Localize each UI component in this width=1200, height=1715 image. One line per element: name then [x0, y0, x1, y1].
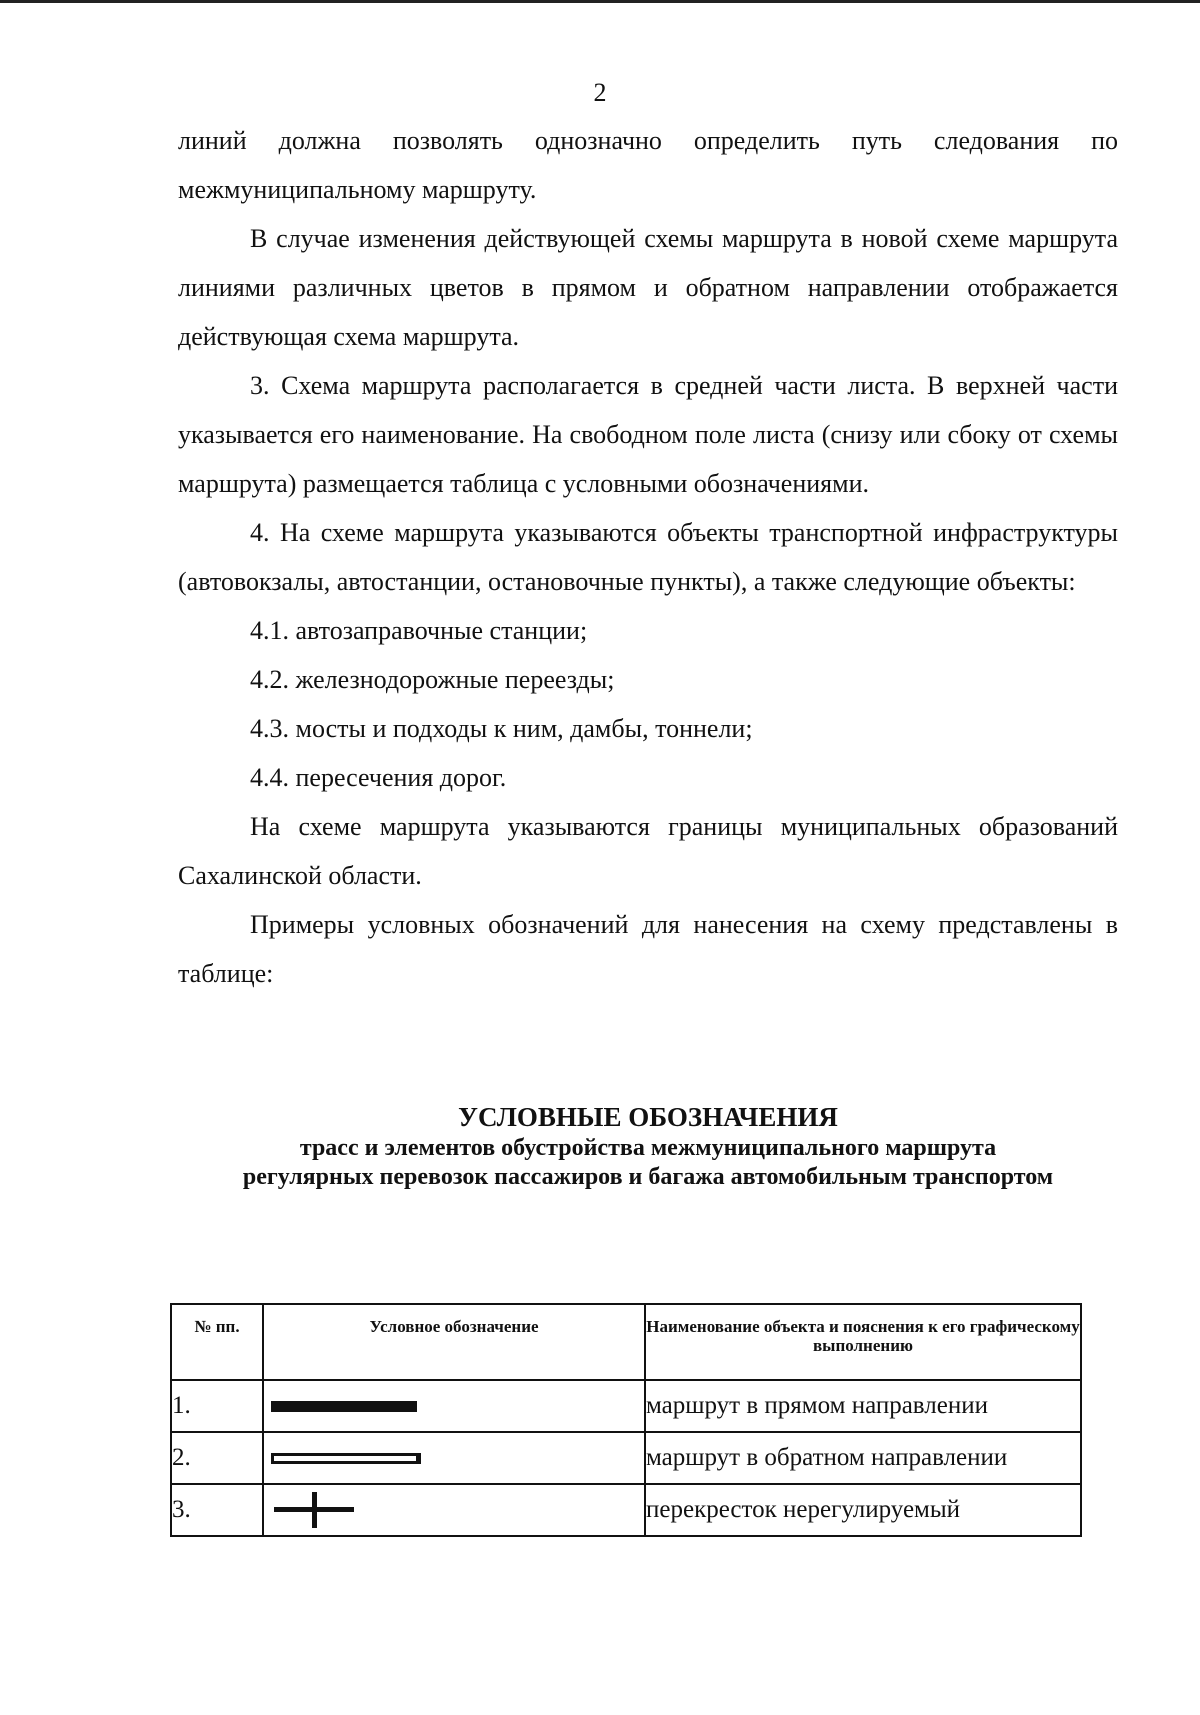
row-description: маршрут в прямом направлении	[645, 1380, 1081, 1432]
legend-table	[170, 1303, 1082, 1537]
legend-title: УСЛОВНЫЕ ОБОЗНАЧЕНИЯ	[458, 1102, 838, 1132]
row-description: маршрут в обратном направлении	[645, 1432, 1081, 1484]
body-text	[178, 116, 1118, 998]
paragraph-item-3: 3. Схема маршрута располагается в средней части листа. В верхней части указывается его наименование. На свободном поле листа (снизу или сбоку от схемы маршрута) размещается таблица с условными обозначениями.	[178, 371, 1118, 498]
top-rule	[0, 0, 1200, 3]
symbol-cell	[263, 1484, 645, 1536]
row-number: 3.	[171, 1484, 263, 1536]
table-row	[171, 1380, 1081, 1432]
paragraph-boundaries: На схеме маршрута указываются границы муниципальных образований Сахалинской области.	[178, 812, 1118, 890]
table-row	[171, 1484, 1081, 1536]
paragraph-scheme-change: В случае изменения действующей схемы маршрута в новой схеме маршрута линиями различных цветов в прямом и обратном направлении отображается действующая схема маршрута.	[178, 224, 1118, 351]
symbol-cell	[263, 1432, 645, 1484]
column-header-symbol: Условное обозначение	[263, 1304, 645, 1380]
column-header-number: № пп.	[171, 1304, 263, 1380]
legend-subtitle: трасс и элементов обустройства межмуниципального маршрута регулярных перевозок пассажиров и багажа автомобильным транспортом	[242, 1135, 1054, 1190]
list-item-4-1: 4.1. автозаправочные станции;	[250, 616, 588, 645]
row-number: 2.	[171, 1432, 263, 1484]
solid-line-icon	[271, 1401, 417, 1412]
row-description: перекресток нерегулируемый	[645, 1484, 1081, 1536]
double-line-icon	[271, 1453, 421, 1464]
row-number: 1.	[171, 1380, 263, 1432]
table-row	[171, 1432, 1081, 1484]
legend-header-row	[171, 1304, 1081, 1380]
legend-heading	[178, 1100, 1118, 1192]
list-item-4-4: 4.4. пересечения дорог.	[250, 763, 507, 792]
paragraph-continuation: линий должна позволять однозначно определить путь следования по межмуниципальному маршруту.	[178, 126, 1118, 204]
symbol-cell	[263, 1380, 645, 1432]
paragraph-item-4: 4. На схеме маршрута указываются объекты транспортной инфраструктуры (автовокзалы, автостанции, остановочные пункты), а также следующие объекты:	[178, 518, 1118, 596]
page-number: 2	[593, 78, 607, 107]
paragraph-examples: Примеры условных обозначений для нанесения на схему представлены в таблице:	[178, 910, 1118, 988]
list-item-4-2: 4.2. железнодорожные переезды;	[250, 665, 615, 694]
column-header-description: Наименование объекта и пояснения к его графическому выполнению	[645, 1304, 1081, 1380]
list-item-4-3: 4.3. мосты и подходы к ним, дамбы, тоннели;	[250, 714, 753, 743]
cross-icon	[274, 1490, 354, 1530]
